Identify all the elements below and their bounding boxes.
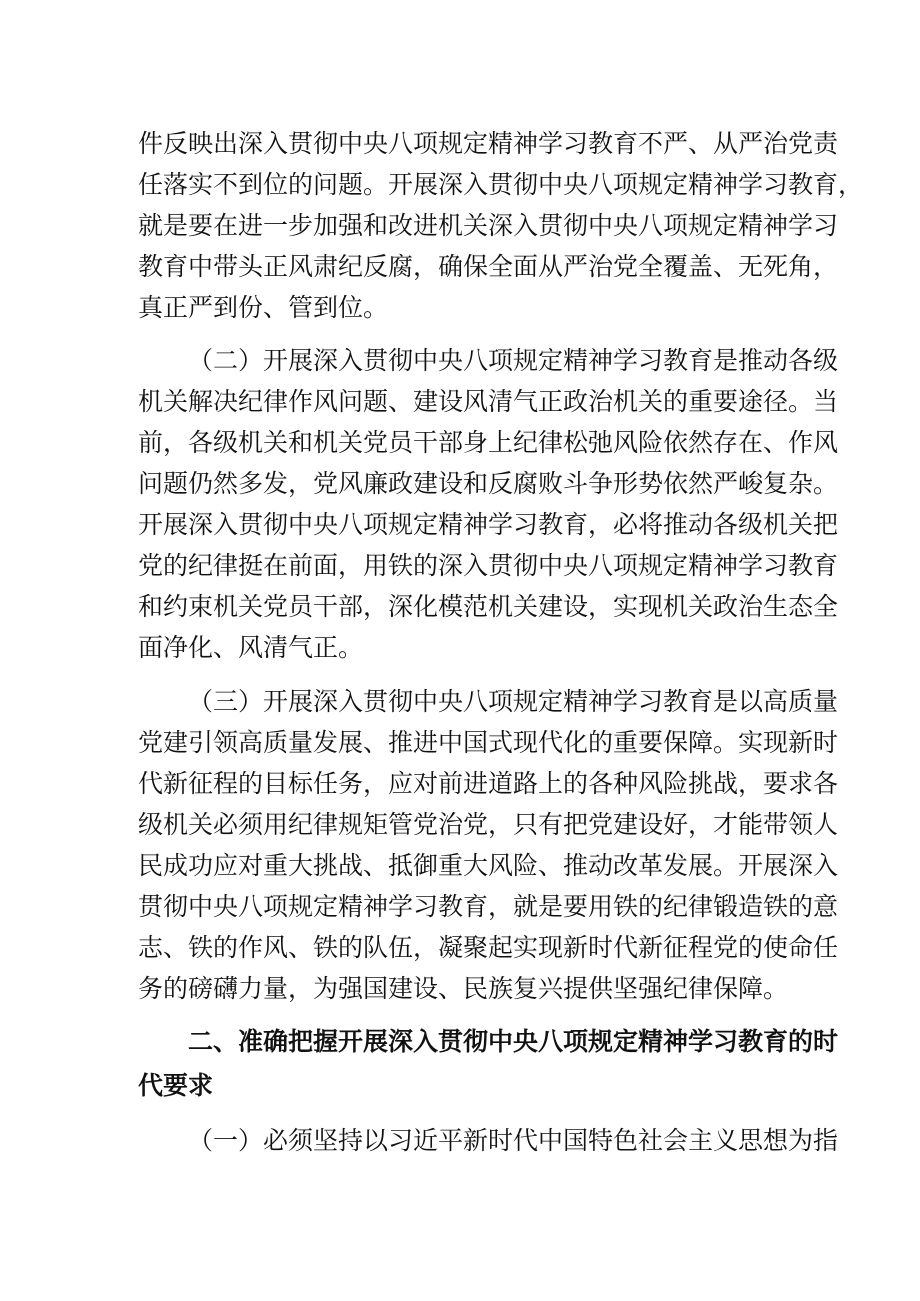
paragraph-start-line: （二）开展深入贯彻中央八项规定精神学习教育是推动各级 [188,346,839,375]
paragraph-start-line: （一）必须坚持以习近平新时代中国特色社会主义思想为指 [188,1126,839,1155]
body-text-line: 问题仍然多发，党风廉政建设和反腐败斗争形势依然严峻复杂。 [138,469,839,498]
section-heading-line: 二、准确把握开展深入贯彻中央八项规定精神学习教育的时 [188,1027,839,1056]
body-text-line: 党的纪律挺在前面，用铁的深入贯彻中央八项规定精神学习教育 [138,551,839,580]
body-text-line: 民成功应对重大挑战、抵御重大风险、推动改革发展。开展深入 [138,851,839,880]
body-text-line: 党建引领高质量发展、推进中国式现代化的重要保障。实现新时 [138,728,839,757]
body-text-line: 真正严到份、管到位。 [138,293,389,322]
body-text-line: 教育中带头正风肃纪反腐，确保全面从严治党全覆盖、无死角， [138,252,839,281]
body-text-line: 级机关必须用纪律规矩管党治党，只有把党建设好，才能带领人 [138,810,839,839]
body-text-line: 务的磅礴力量，为强国建设、民族复兴提供坚强纪律保障。 [138,974,789,1003]
body-text-line: 代新征程的目标任务，应对前进道路上的各种风险挑战，要求各 [138,769,839,798]
body-text-line: 机关解决纪律作风问题、建设风清气正政治机关的重要途径。当 [138,387,839,416]
body-text-line: 贯彻中央八项规定精神学习教育，就是要用铁的纪律锻造铁的意 [138,892,839,921]
body-text-line: 前，各级机关和机关党员干部身上纪律松弛风险依然存在、作风 [138,428,839,457]
body-text-line: 就是要在进一步加强和改进机关深入贯彻中央八项规定精神学习 [138,211,839,240]
body-text-line: 开展深入贯彻中央八项规定精神学习教育，必将推动各级机关把 [138,510,839,539]
body-text-line: 任落实不到位的问题。开展深入贯彻中央八项规定精神学习教育， [138,170,864,199]
body-text-line: 面净化、风清气正。 [138,633,364,662]
paragraph-start-line: （三）开展深入贯彻中央八项规定精神学习教育是以高质量 [188,687,839,716]
section-heading-line: 代要求 [138,1071,214,1100]
body-text-line: 件反映出深入贯彻中央八项规定精神学习教育不严、从严治党责 [138,129,839,158]
body-text-line: 志、铁的作风、铁的队伍，凝聚起实现新时代新征程党的使命任 [138,933,839,962]
body-text-line: 和约束机关党员干部，深化模范机关建设，实现机关政治生态全 [138,592,839,621]
